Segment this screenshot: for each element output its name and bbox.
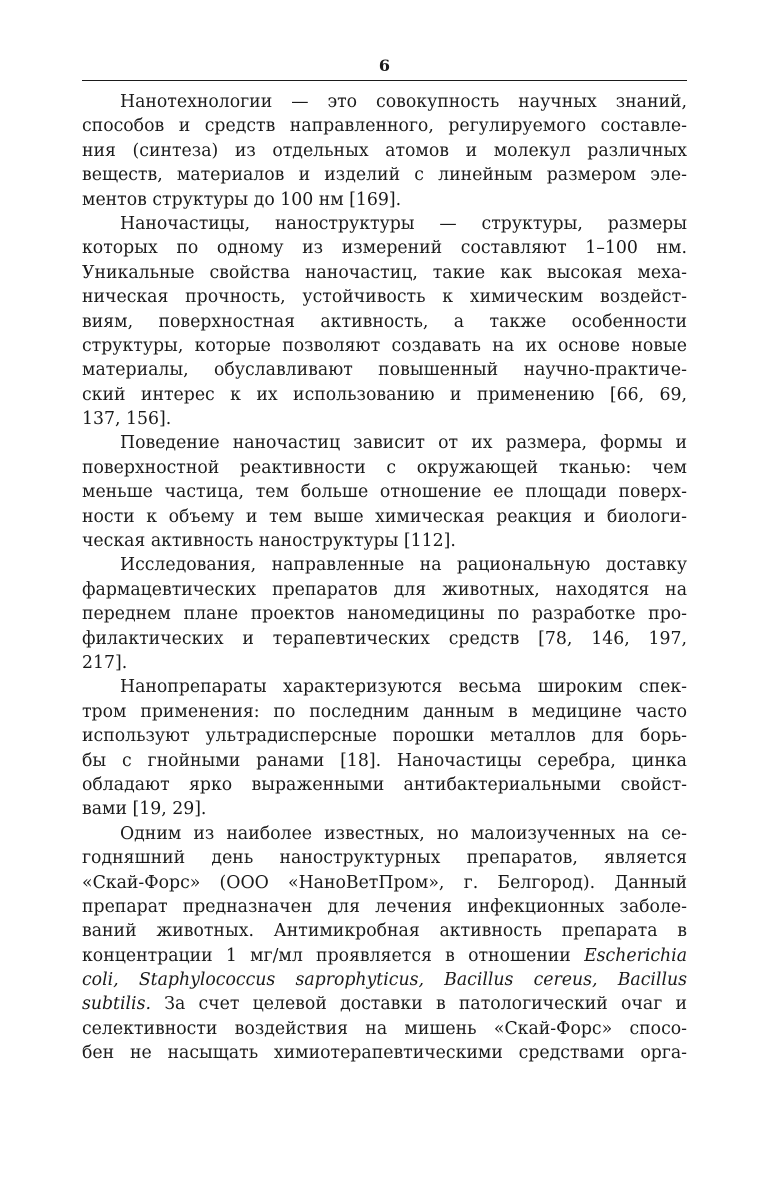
- text-line: ский интерес к их использованию и применению [66, 69,: [82, 384, 687, 405]
- body-text: [82, 90, 687, 1066]
- text-line: [82, 968, 687, 992]
- text-line: [82, 992, 687, 1016]
- text-line: Одним из наиболее известных, но малоизученных на се-: [120, 823, 687, 844]
- text-line: годняшний день наноструктурных препаратов, является: [82, 848, 687, 869]
- text-line: используют ультрадисперсные порошки металлов для борь-: [82, 726, 687, 747]
- text-line: Уникальные свойства наночастиц, такие как высокая меха-: [82, 262, 687, 283]
- paragraph-sky-force: [82, 822, 687, 1066]
- text-line: материалы, обуславливают повышенный научно-практиче-: [82, 360, 687, 381]
- text-line: филактических и терапевтических средств [78, 146, 197,: [82, 628, 687, 649]
- paragraph-nanopreparations: [82, 675, 687, 821]
- text-line: бен не насыщать химиотерапевтическими средствами орга-: [82, 1043, 687, 1064]
- text-line: Нанопрепараты характеризуются весьма широким спек-: [120, 677, 687, 698]
- text-line: бы с гнойными ранами [18]. Наночастицы серебра, цинка: [82, 750, 687, 771]
- paragraph-nanoparticles: [82, 212, 687, 432]
- paragraph-behavior: [82, 431, 687, 553]
- page-number: 6: [378, 56, 391, 75]
- text-line: тром применения: по последним данным в медицине часто: [82, 701, 687, 722]
- species-name: coli, Staphylococcus saprophyticus, Bacillus cereus, Bacillus: [82, 970, 687, 991]
- text-line: Исследования, направленные на рациональную доставку: [120, 555, 687, 576]
- text-line: фармацевтических препаратов для животных, находятся на: [82, 579, 687, 600]
- text-line: 217].: [82, 652, 128, 673]
- delivery-text: За счет целевой доставки в патологический очаг и: [164, 994, 687, 1015]
- text-line: переднем плане проектов наномедицины по разработке про-: [82, 604, 687, 625]
- text-line: Наночастицы, наноструктуры — структуры, размеры: [120, 213, 687, 234]
- species-name: Escherichia: [584, 945, 687, 966]
- concentration-text: концентрации 1 мг/мл проявляется в отношении: [82, 945, 571, 966]
- text-line: способов и средств направленного, регулируемого составле-: [82, 116, 687, 137]
- text-line: «Скай-Форс» (ООО «НаноВетПром», г. Белгород). Данный: [82, 872, 687, 893]
- text-line: Поведение наночастиц зависит от их размера, формы и: [120, 433, 687, 454]
- text-line: ваний животных. Антимикробная активность препарата в: [82, 921, 687, 942]
- text-line: ническая прочность, устойчивость к химическим воздейст-: [82, 287, 687, 308]
- text-line: обладают ярко выраженными антибактериальными свойст-: [82, 774, 687, 795]
- text-line: виям, поверхностная активность, а также особенности: [82, 311, 687, 332]
- text-line: структуры, которые позволяют создавать на их основе новые: [82, 335, 687, 356]
- book-page: [82, 0, 687, 1182]
- text-line: поверхностной реактивности с окружающей тканью: чем: [82, 457, 687, 478]
- text-line: [82, 944, 687, 968]
- text-line: Нанотехнологии — это совокупность научных знаний,: [120, 92, 687, 112]
- text-line: препарат предназначен для лечения инфекционных заболе-: [82, 896, 687, 917]
- text-line: ния (синтеза) из отдельных атомов и молекул различных: [82, 140, 687, 161]
- text-line: ческая активность наноструктуры [112].: [82, 531, 456, 552]
- header-rule: [82, 80, 687, 81]
- text-line: веществ, материалов и изделий с линейным размером эле-: [82, 165, 687, 186]
- text-line: вами [19, 29].: [82, 799, 207, 820]
- paragraph-nanotechnology: [82, 90, 687, 212]
- paragraph-research: [82, 553, 687, 675]
- text-line: меньше частица, тем больше отношение ее площади поверх-: [82, 482, 687, 503]
- text-line: которых по одному из измерений составляют 1–100 нм.: [82, 238, 687, 259]
- text-line: ментов структуры до 100 нм [169].: [82, 189, 402, 210]
- text-line: 137, 156].: [82, 409, 172, 430]
- text-line: селективности воздействия на мишень «Скай-Форс» спосо-: [82, 1018, 687, 1039]
- text-line: ности к объему и тем выше химическая реакция и биологи-: [82, 506, 687, 527]
- species-name: subtilis.: [82, 994, 151, 1015]
